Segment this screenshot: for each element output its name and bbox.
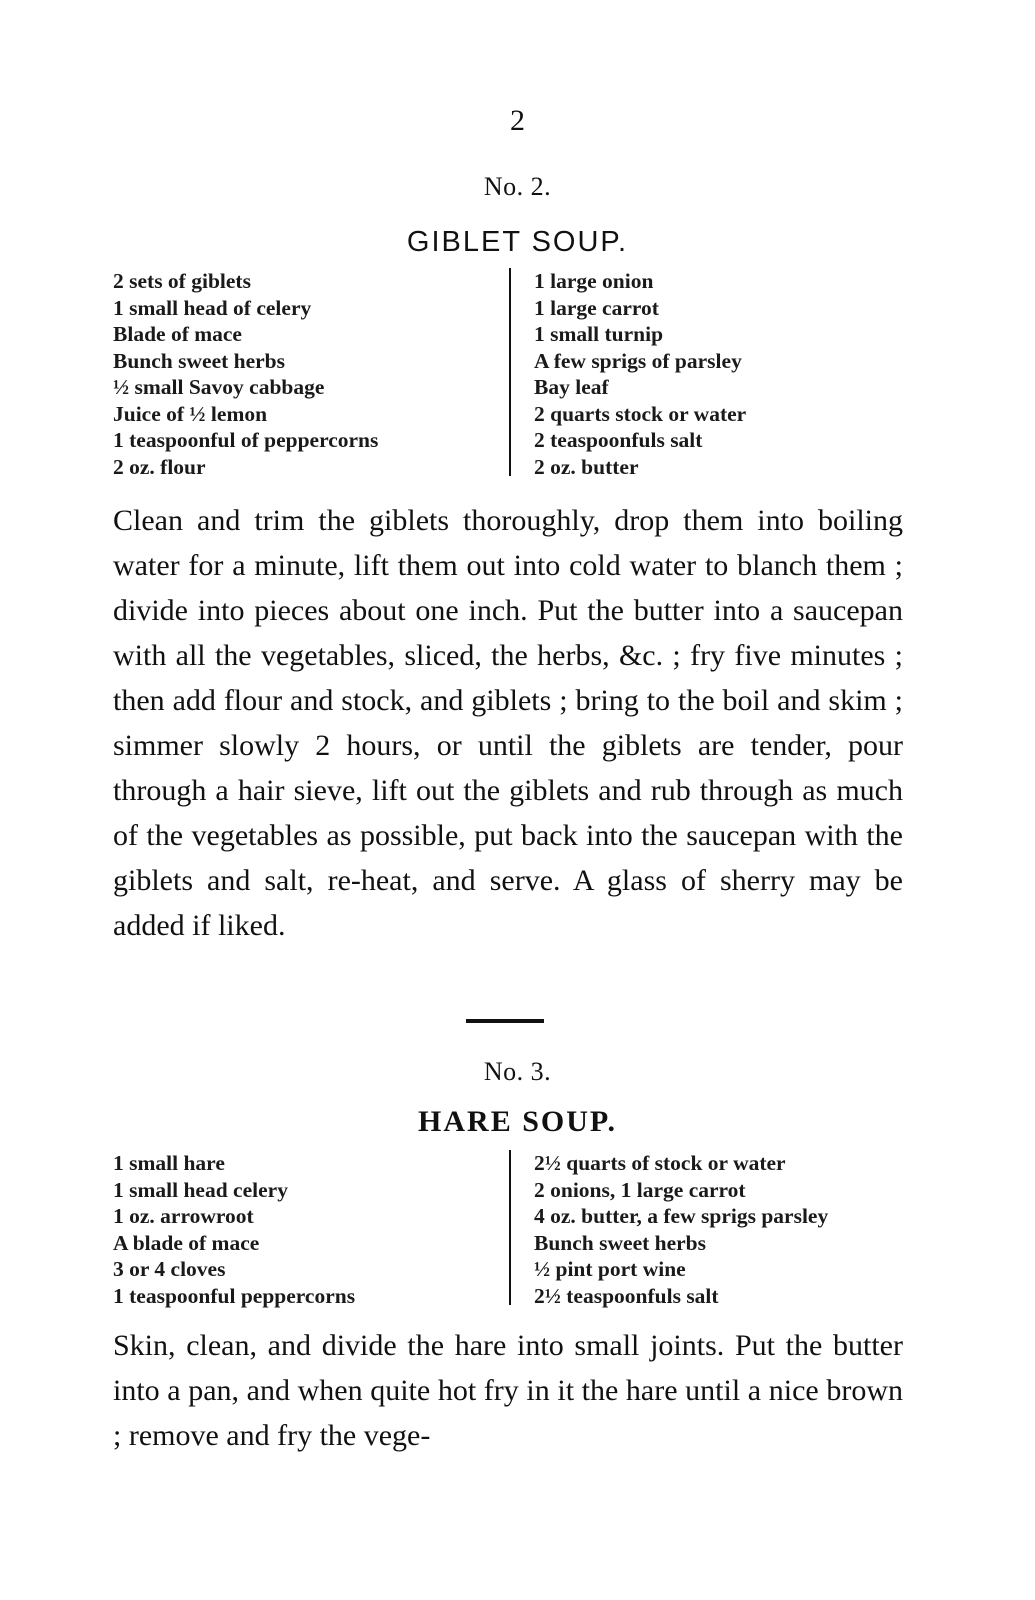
page-number: 2 [510,104,525,137]
recipe-title: GIBLET SOUP. [406,226,629,258]
ingredient: 2 sets of giblets [113,269,251,293]
ingredient: 1 small head celery [113,1177,288,1202]
ingredient: Bunch sweet herbs [534,1230,707,1255]
ingredient: 4 oz. butter, a few sprigs parsley [534,1204,829,1228]
ingredient: 2½ teaspoonfuls salt [534,1283,719,1308]
ingredient: Juice of ½ lemon [113,401,268,426]
ingredient: ½ pint port wine [534,1257,686,1281]
column-divider [509,268,511,476]
section-rule [466,1019,544,1023]
ingredient: 1 small hare [113,1151,225,1175]
recipe-method: Skin, clean, and divide the hare into small joints. Put the butter into a pan, and when quite hot fry in it the hare until a nice brown ; remove and fry the vege- [113,1329,903,1452]
recipe-number: No. 3. [483,1057,552,1086]
ingredient: 1 large onion [534,269,654,293]
ingredient: 1 small head of celery [113,295,312,320]
recipe-number: No. 2. [483,172,552,201]
ingredient: ½ small Savoy cabbage [113,375,325,399]
ingredient: 2½ quarts of stock or water [534,1151,786,1175]
ingredient: 2 teaspoonfuls salt [534,428,703,452]
ingredient: A few sprigs of parsley [534,348,742,373]
ingredient: Bunch sweet herbs [113,348,286,373]
ingredient: 1 teaspoonful of peppercorns [113,428,379,452]
ingredient: Blade of mace [113,322,242,346]
recipe-method: Clean and trim the giblets thoroughly, drop them into boiling water for a minute, lift them out into cold water to blanch them ; divide into pieces about one inch. Put the butter into a saucepan with all the vegetables, sliced, the herbs, &c. ; fry five minutes ; then add flour and stock, and giblets ; bring to the boil and skim ; simmer slowly 2 hours, or until the giblets are tender, pour through a hair sieve, lift out the giblets and rub through as much of the vegetables as possible, put back into the saucepan with the giblets and salt, re-heat, and serve. A glass of sherry may be added if liked. [113,504,903,942]
ingredient: 1 oz. arrowroot [113,1204,254,1228]
ingredients-right-column [482,268,903,480]
ingredient: Bay leaf [534,375,609,399]
ingredient: 1 large carrot [534,295,659,320]
ingredient: 1 teaspoonful peppercorns [113,1283,356,1308]
recipe-title: HARE SOUP. [418,1105,617,1138]
ingredients-left-column [113,268,482,480]
ingredient: 1 small turnip [534,322,664,346]
ingredients-list [113,1150,903,1309]
ingredient: 2 quarts stock or water [534,401,747,426]
ingredient: 2 onions, 1 large carrot [534,1177,746,1202]
ingredients-right-column [482,1150,903,1309]
ingredients-list [113,268,903,480]
ingredient: A blade of mace [113,1230,260,1255]
ingredient: 2 oz. butter [534,454,639,479]
ingredient: 2 oz. flour [113,454,206,479]
column-divider [509,1150,511,1305]
ingredient: 3 or 4 cloves [113,1257,226,1281]
ingredients-left-column [113,1150,482,1309]
